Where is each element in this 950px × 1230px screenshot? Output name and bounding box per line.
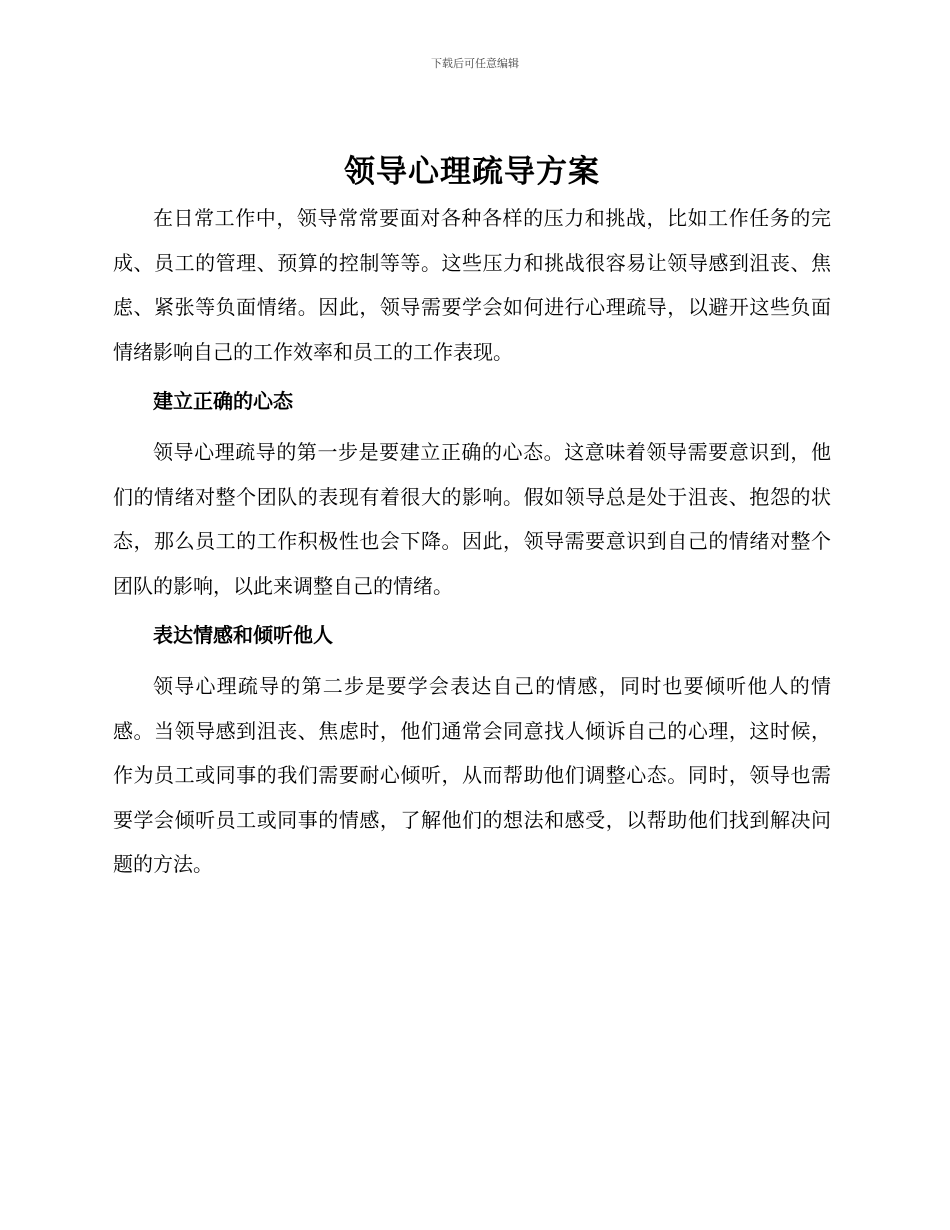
document-content [113,148,831,887]
section-body-listening: 领导心理疏导的第二步是要学会表达自己的情感，同时也要倾听他人的情感。当领导感到沮丧、焦虑时，他们通常会同意找人倾诉自己的心理，这时候，作为员工或同事的我们需要耐心倾听，从而帮助他们调整心态。同时，领导也需要学会倾听员工或同事的情感，了解他们的想法和感受，以帮助他们找到解决问题的方法。 [113,674,831,876]
document-title: 领导心理疏导方案 [344,154,600,190]
section-heading-listening: 表达情感和倾听他人 [153,623,333,647]
header-note: 下载后可任意编辑 [431,57,519,70]
section-heading-mindset: 建立正确的心态 [153,389,293,413]
intro-paragraph: 在日常工作中，领导常常要面对各种各样的压力和挑战，比如工作任务的完成、员工的管理、预算的控制等等。这些压力和挑战很容易让领导感到沮丧、焦虑、紧张等负面情绪。因此，领导需要学会如何进行心理疏导，以避开这些负面情绪影响自己的工作效率和员工的工作表现。 [113,206,831,364]
section-body-mindset: 领导心理疏导的第一步是要建立正确的心态。这意味着领导需要意识到，他们的情绪对整个团队的表现有着很大的影响。假如领导总是处于沮丧、抱怨的状态，那么员工的工作积极性也会下降。因此，领导需要意识到自己的情绪对整个团队的影响，以此来调整自己的情绪。 [113,440,831,598]
